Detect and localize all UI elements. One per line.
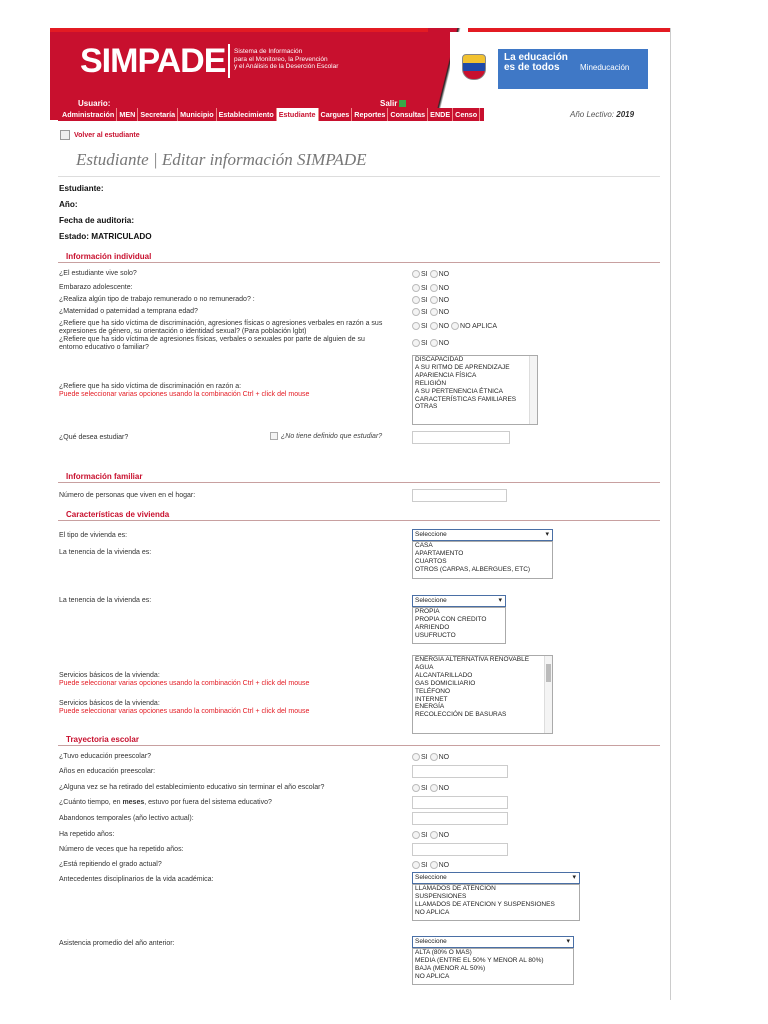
attendance-options[interactable]: ALTA (80% O MAS) MEDIA (ENTRE EL 50% Y MENOR AL 80%) BAJA (MENOR AL 50%) NO APLICA <box>412 948 574 985</box>
radio-si[interactable] <box>412 270 420 278</box>
school-year: Año Lectivo: 2019 <box>570 110 635 119</box>
radio-si[interactable] <box>412 861 420 869</box>
question-dropped-out: ¿Alguna vez se ha retirado del establecimiento educativo sin terminar el año escolar? <box>59 784 325 791</box>
dropdown-arrow-icon: ▾ <box>572 874 576 881</box>
question-discipline: Antecedentes disciplinarios de la vida académica: <box>59 876 214 883</box>
radio-no[interactable] <box>430 784 438 792</box>
question-works: ¿Realiza algún tipo de trabajo remunerado o no remunerado? : <box>59 296 255 303</box>
main-nav <box>58 108 484 121</box>
mineducacion-logo[interactable]: La educación es de todos Mineducación <box>498 49 648 89</box>
logo-tagline: Sistema de Información para el Monitoreo, la Prevención y el Análisis de la Deserción Escolar <box>234 48 339 70</box>
section-familiar: Información familiar <box>66 472 143 481</box>
housing-type-select[interactable]: Seleccione ▾ <box>412 529 553 541</box>
tenure-options[interactable]: PROPIA PROPIA CON CREDITO ARRIENDO USUFRUCTO <box>412 607 506 644</box>
nav-men[interactable]: MEN <box>117 108 138 121</box>
scrollbar-thumb[interactable] <box>546 664 551 682</box>
title-divider <box>58 176 660 177</box>
question-lives-alone: ¿El estudiante vive solo? <box>59 270 137 277</box>
section-vivienda: Características de vivienda <box>66 510 170 519</box>
nav-cargues[interactable]: Cargues <box>319 108 353 121</box>
ministry-branding <box>450 32 670 112</box>
nav-municipio[interactable]: Municipio <box>178 108 217 121</box>
section-divider <box>58 520 660 521</box>
checkbox[interactable] <box>270 432 278 440</box>
section-individual: Información individual <box>66 252 152 261</box>
question-attendance: Asistencia promedio del año anterior: <box>59 940 175 947</box>
services-multiselect[interactable]: ENERGIA ALTERNATIVA RENOVABLE AGUA ALCANTARILLADO GAS DOMICILIARIO TELÉFONO INTERNET ENERGÍA RECOLECCIÓN DE BASURAS <box>412 655 553 734</box>
radio-lgbt-discrimination: SI NO NO APLICA <box>412 322 497 330</box>
logout-button[interactable]: Salir <box>380 99 406 108</box>
nav-administracion[interactable]: Administración <box>60 108 117 121</box>
question-temporary-dropouts: Abandonos temporales (año lectivo actual): <box>59 815 194 822</box>
radio-repeating-grade: SI NO <box>412 861 449 869</box>
months-out-input[interactable] <box>412 796 508 809</box>
question-preschool: ¿Tuvo educación preescolar? <box>59 753 151 760</box>
student-name-label: Estudiante: <box>59 184 104 193</box>
radio-works: SI NO <box>412 296 449 304</box>
question-tenure-label: La tenencia de la vivienda es: <box>59 549 152 556</box>
student-status: Estado: MATRICULADO <box>59 232 152 241</box>
radio-si[interactable] <box>412 322 420 330</box>
tenure-select[interactable]: Seleccione ▾ <box>412 595 506 607</box>
discrimination-multiselect[interactable]: DISCAPACIDAD A SU RITMO DE APRENDIZAJE APARIENCIA FÍSICA RELIGIÓN A SU PERTENENCIA ÉTNICA CARACTERÍSTICAS FAMILIARES OTRAS <box>412 355 538 425</box>
back-to-student-link[interactable]: Volver al estudiante <box>60 130 140 140</box>
question-discrimination: ¿Refiere que ha sido víctima de discriminación en razón a: Puede seleccionar varias opciones usando la combinación Ctrl + click del mouse <box>59 383 310 398</box>
user-label: Usuario: <box>78 99 111 108</box>
scrollbar[interactable] <box>529 356 537 424</box>
undecided-study-checkbox[interactable]: ¿No tiene definido que estudiar? <box>270 432 382 440</box>
simpade-logo[interactable]: SIMPADE <box>80 42 226 80</box>
section-divider <box>58 262 660 263</box>
question-preschool-years: Años en educación preescolar: <box>59 768 156 775</box>
document-icon <box>60 130 70 140</box>
attendance-select[interactable]: Seleccione ▾ <box>412 936 574 948</box>
discipline-options[interactable]: LLAMADOS DE ATENCION SUSPENSIONES LLAMADOS DE ATENCION Y SUSPENSIONES NO APLICA <box>412 884 580 921</box>
question-repeating-grade: ¿Está repitiendo el grado actual? <box>59 861 162 868</box>
radio-no[interactable] <box>430 270 438 278</box>
temporary-dropouts-input[interactable] <box>412 812 508 825</box>
scrollbar[interactable] <box>544 656 552 733</box>
radio-no[interactable] <box>430 339 438 347</box>
question-study-wish: ¿Qué desea estudiar? <box>59 434 129 441</box>
repeat-count-input[interactable] <box>412 843 508 856</box>
student-year-label: Año: <box>59 200 78 209</box>
radio-teen-pregnancy: SI NO <box>412 284 449 292</box>
radio-si[interactable] <box>412 831 420 839</box>
question-housing-type: El tipo de vivienda es: <box>59 532 128 539</box>
radio-dropped-out: SI NO <box>412 784 449 792</box>
radio-aggression: SI NO <box>412 339 449 347</box>
question-months-out: ¿Cuánto tiempo, en meses, estuvo por fuera del sistema educativo? <box>59 799 272 806</box>
preschool-years-input[interactable] <box>412 765 508 778</box>
audit-date-label: Fecha de auditoria: <box>59 216 135 225</box>
section-divider <box>58 745 660 746</box>
radio-no[interactable] <box>430 322 438 330</box>
nav-reportes[interactable]: Reportes <box>352 108 388 121</box>
nav-censo[interactable]: Censo <box>453 108 480 121</box>
app-frame <box>50 28 671 1000</box>
radio-si[interactable] <box>412 753 420 761</box>
question-aggression: ¿Refiere que ha sido víctima de agresiones físicas, verbales o sexuales por parte de alguien de su entorno educativo o familiar? <box>59 336 365 351</box>
radio-no[interactable] <box>430 284 438 292</box>
radio-si[interactable] <box>412 296 420 304</box>
question-services-2: Servicios básicos de la vivienda: Puede seleccionar varias opciones usando la combinación Ctrl + click del mouse <box>59 700 310 715</box>
radio-no[interactable] <box>430 296 438 304</box>
dropdown-arrow-icon: ▾ <box>498 597 502 604</box>
discipline-select[interactable]: Seleccione ▾ <box>412 872 580 884</box>
nav-establecimiento[interactable]: Establecimiento <box>217 108 277 121</box>
dropdown-arrow-icon: ▾ <box>566 938 570 945</box>
radio-preschool: SI NO <box>412 753 449 761</box>
radio-no[interactable] <box>430 861 438 869</box>
multiselect-hint: Puede seleccionar varias opciones usando la combinación Ctrl + click del mouse <box>59 390 310 398</box>
page-title: Estudiante | Editar información SIMPADE <box>76 150 367 169</box>
question-household-size: Número de personas que viven en el hogar: <box>59 492 196 499</box>
radio-no-aplica[interactable] <box>451 322 459 330</box>
radio-lives-alone: SI NO <box>412 270 449 278</box>
radio-no[interactable] <box>430 831 438 839</box>
header-banner <box>50 32 450 120</box>
section-trayectoria: Trayectoria escolar <box>66 735 139 744</box>
question-teen-pregnancy: Embarazo adolescente: <box>59 284 133 291</box>
dropdown-arrow-icon: ▾ <box>545 531 549 538</box>
question-early-parenthood: ¿Maternidad o paternidad a temprana edad? <box>59 308 198 315</box>
radio-si[interactable] <box>412 784 420 792</box>
question-repeat-count: Número de veces que ha repetido años: <box>59 846 184 853</box>
radio-no[interactable] <box>430 753 438 761</box>
housing-type-options[interactable]: CASA APARTAMENTO CUARTOS OTROS (CARPAS, ALBERGUES, ETC) <box>412 541 553 579</box>
question-lgbt-discrimination: ¿Refiere que ha sido víctima de discriminación, agresiones físicas o agresiones verbales en razón a sus expresiones de género, su orientación o identidad sexual? (Para población lgbt) <box>59 320 383 335</box>
radio-si[interactable] <box>412 339 420 347</box>
question-services: Servicios básicos de la vivienda: Puede seleccionar varias opciones usando la combinación Ctrl + click del mouse <box>59 672 310 687</box>
colombia-shield-icon <box>462 54 486 80</box>
exit-icon <box>399 100 406 107</box>
study-wish-input[interactable] <box>412 431 510 444</box>
nav-consultas[interactable]: Consultas <box>388 108 428 121</box>
nav-secretaria[interactable]: Secretaría <box>138 108 178 121</box>
household-size-input[interactable] <box>412 489 507 502</box>
logo-divider <box>228 44 230 78</box>
question-tenure: La tenencia de la vivienda es: <box>59 597 152 604</box>
radio-si[interactable] <box>412 308 420 316</box>
radio-repeated-years: SI NO <box>412 831 449 839</box>
nav-ende[interactable]: ENDE <box>428 108 453 121</box>
radio-no[interactable] <box>430 308 438 316</box>
radio-early-parenthood: SI NO <box>412 308 449 316</box>
radio-si[interactable] <box>412 284 420 292</box>
nav-estudiante[interactable]: Estudiante <box>277 108 319 121</box>
section-divider <box>58 482 660 483</box>
question-repeated-years: Ha repetido años: <box>59 831 115 838</box>
